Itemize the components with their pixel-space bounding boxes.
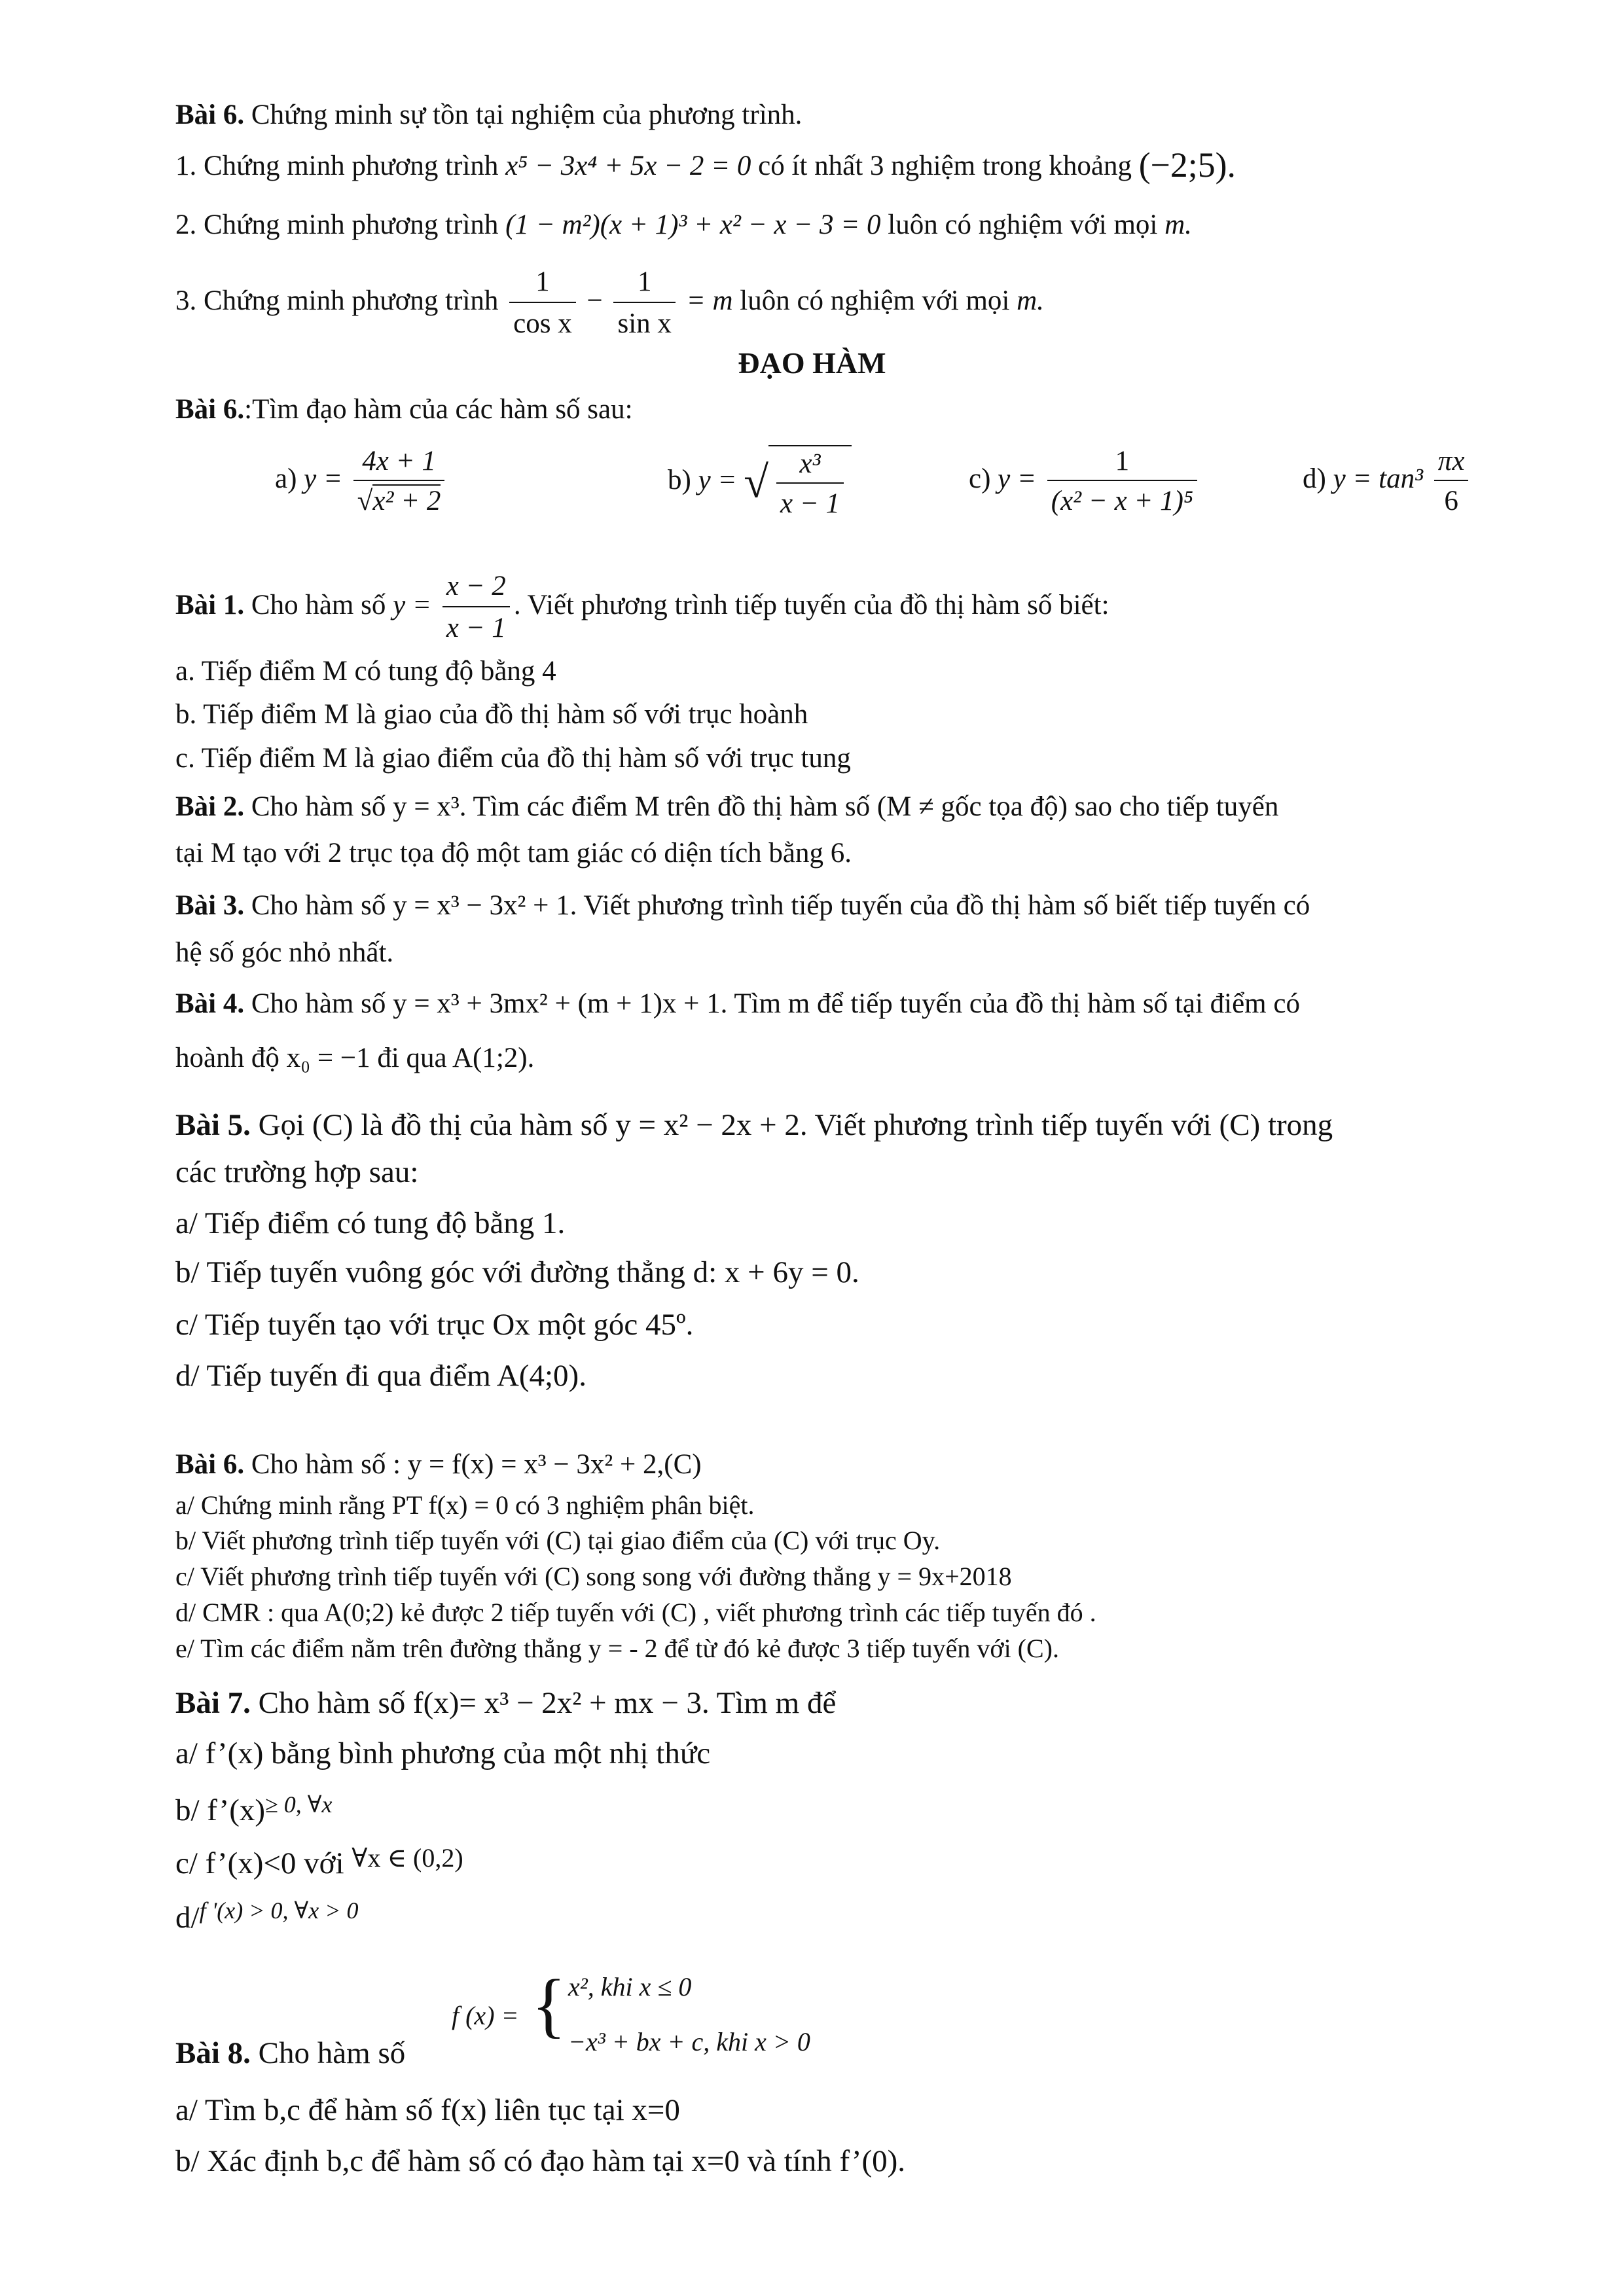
bai1-b: b. Tiếp điểm M là giao của đồ thị hàm số với trục hoành	[175, 699, 808, 730]
bai5-b: b/ Tiếp tuyến vuông góc với đường thẳng d: x + 6y = 0.	[175, 1255, 859, 1289]
bai1-statement: Bài 1. Cho hàm số y = $\frac{x - 2}{x - 1}$ . Viết phương trình tiếp tuyến của đồ thị hàm số biết:	[175, 571, 1110, 643]
bai4-line2: hoành độ x₀ = −1 đi qua A(1;2).	[175, 1043, 535, 1073]
bai6b-d: d/ CMR : qua A(0;2) kẻ được 2 tiếp tuyến với (C) , viết phương trình các tiếp tuyến đó .	[175, 1598, 1096, 1627]
page-heading: ĐẠO HÀM	[738, 346, 886, 380]
bai5-line1: Bài 5. Gọi (C) là đồ thị của hàm số y = x² − 2x + 2. Viết phương trình tiếp tuyến với (C) trong	[175, 1108, 1333, 1142]
bai5-line2: các trường hợp sau:	[175, 1155, 419, 1189]
derivative-a: a) y = $\frac{4x + 1}{\text{√x² + 2}}$	[275, 445, 448, 517]
bai5-d: d/ Tiếp tuyến đi qua điểm A(4;0).	[175, 1359, 586, 1393]
bai5-a: a/ Tiếp điểm có tung độ bằng 1.	[175, 1206, 566, 1240]
bai7-d: d/$^{f '(x) > 0, \forall x > 0}$	[175, 1897, 359, 1935]
bai6b-a: a/ Chứng minh rằng PT f(x) = 0 có 3 nghiệm phân biệt.	[175, 1490, 755, 1520]
bai2-line2: tại M tạo với 2 trục tọa độ một tam giác có diện tích bằng 6.	[175, 838, 852, 869]
bai6b-c: c/ Viết phương trình tiếp tuyến với (C) song song với đường thẳng y = 9x+2018	[175, 1562, 1012, 1591]
bai7-a: a/ f’(x) bằng bình phương của một nhị thức	[175, 1736, 711, 1770]
bai1-c: c. Tiếp điểm M là giao điểm của đồ thị hàm số với trục tung	[175, 743, 851, 774]
bai3-line2: hệ số góc nhỏ nhất.	[175, 937, 394, 968]
bai7-b: b/ $f’(x)^{\ge 0, \forall x}$	[175, 1791, 333, 1827]
bai4-line1: Bài 4. Cho hàm số y = x³ + 3mx² + (m + 1)x + 1. Tìm m để tiếp tuyến của đồ thị hàm số tại điểm có	[175, 988, 1300, 1019]
section1-title: Bài 6. Chứng minh sự tồn tại nghiệm của phương trình.	[175, 99, 803, 130]
derivative-d: d) y = tan³ $\frac{\pi x}{6}$	[1303, 445, 1472, 517]
bai3-line1: Bài 3. Cho hàm số y = x³ − 3x² + 1. Viết phương trình tiếp tuyến của đồ thị hàm số biết tiếp tuyến có	[175, 890, 1310, 921]
bai5-c: c/ Tiếp tuyến tạo với trục Ox một góc 45º.	[175, 1308, 694, 1342]
bai2-line1: Bài 2. Cho hàm số y = x³. Tìm các điểm M trên đồ thị hàm số (M ≠ gốc tọa độ) sao cho tiếp tuyến	[175, 791, 1279, 822]
bai6b-b: b/ Viết phương trình tiếp tuyến với (C) tại giao điểm của (C) với trục Oy.	[175, 1526, 941, 1555]
fraction: $\frac{1}{\text{sin x}}$	[613, 265, 675, 341]
bai7-c: c/ f’(x)<0 với ∀x ∈ (0,2)	[175, 1843, 463, 1880]
bai6b-e: e/ Tìm các điểm nằm trên đường thẳng y = - 2 để từ đó kẻ được 3 tiếp tuyến với (C).	[175, 1634, 1059, 1663]
derivative-b: b) y = √ $\frac{\text{x³}}{x - 1}$	[668, 445, 852, 520]
bai1-a: a. Tiếp điểm M có tung độ bằng 4	[175, 656, 556, 687]
fraction: $\frac{1}{\text{cos x}}$	[509, 265, 576, 341]
bai7-line1: Bài 7. Cho hàm số f(x)= x³ − 2x² + mx − 3. Tìm m để	[175, 1686, 837, 1720]
document-page: Bài 6. Chứng minh sự tồn tại nghiệm của phương trình. 1. Chứng minh phương trình x⁵ − 3x⁴ + 5x − 2 = 0 có ít nhất 3 nghiệm trong khoảng (−2;5). 2. Chứng minh phương trình (1 − m²)(x + 1)³ + x² − x − 3 = 0 luôn có nghiệm với mọi m. 3. Chứng minh phương trình $\frac{1}{\text{cos x}}$ − $\frac{1}{\text{sin x}}$ = m luôn có nghiệm với mọi m. ĐẠO HÀM Bài 6.:Tìm đạo hàm của các hàm số sau: a) y = $\frac{4x + 1}{\text{√x² + 2}}$ b) y = √ $\frac{\text{x³}}{x - 1}$ c) y = $\frac{1}{\text{(x² − x + 1)⁵}}$ d) y = tan³ $\frac{\pi x}{6}$ Bài 1. Cho hàm số y = $\frac{x - 2}{x - 1}$ . Viết phương trình tiếp tuyến của đồ thị hàm số biết: a. Tiếp điểm M có tung độ bằng 4 b. Tiếp điểm M là giao của đồ thị hàm số với trục hoành c. Tiếp điểm M là giao điểm của đồ thị hàm số với trục tung Bài 2. Cho hàm số y = x³. Tìm các điểm M trên đồ thị hàm số (M ≠ gốc tọa độ) sao cho tiếp tuyến tại M tạo với 2 trục tọa độ một tam giác có diện tích bằng 6. Bài 3. Cho hàm số y = x³ − 3x² + 1. Viết phương trình tiếp tuyến của đồ thị hàm số biết tiếp tuyến có hệ số góc nhỏ nhất. Bài 4. Cho hàm số y = x³ + 3mx² + (m + 1)x + 1. Tìm m để tiếp tuyến của đồ thị hàm số tại điểm có hoành độ x₀ = −1 đi qua A(1;2). Bài 5. Gọi (C) là đồ thị của hàm số y = x² − 2x + 2. Viết phương trình tiếp tuyến với (C) trong các trường hợp sau: a/ Tiếp điểm có tung độ bằng 1. b/ Tiếp tuyến vuông góc với đường thẳng d: x + 6y = 0. c/ Tiếp tuyến tạo với trục Ox một góc 45º. d/ Tiếp tuyến đi qua điểm A(4;0). Bài 6. Cho hàm số : y = f(x) = x³ − 3x² + 2,(C) a/ Chứng minh rằng PT f(x) = 0 có 3 nghiệm phân biệt. b/ Viết phương trình tiếp tuyến với (C) tại giao điểm của (C) với trục Oy. c/ Viết phương trình tiếp tuyến với (C) song song với đường thẳng y = 9x+2018 d/ CMR : qua A(0;2) kẻ được 2 tiếp tuyến với (C) , viết phương trình các tiếp tuyến đó . e/ Tìm các điểm nằm trên đường thẳng y = - 2 để từ đó kẻ được 3 tiếp tuyến với (C). Bài 7. Cho hàm số f(x)= x³ − 2x² + mx − 3. Tìm m để a/ f’(x) bằng bình phương của một nhị thức b/ $f’(x)^{\ge 0, \forall x}$ c/ f’(x)<0 với ∀x ∈ (0,2) d/$^{f '(x) > 0, \forall x > 0}$ Bài 8. Cho hàm số f (x) = { x², khi x ≤ 0 −x³ + bx + c, khi x > 0 a/ Tìm b,c để hàm số f(x) liên tục tại x=0 b/ Xác định b,c để hàm số có đạo hàm tại x=0 và tính f’(0).	[0, 0, 1624, 2296]
section1-q2: 2. Chứng minh phương trình (1 − m²)(x + 1)³ + x² − x − 3 = 0 luôn có nghiệm với mọi m.	[175, 209, 1192, 240]
derivatives-title: Bài 6.:Tìm đạo hàm của các hàm số sau:	[175, 394, 633, 425]
derivative-c: c) y = $\frac{1}{\text{(x² − x + 1)⁵}}$	[969, 445, 1201, 517]
bai8-b: b/ Xác định b,c để hàm số có đạo hàm tại x=0 và tính f’(0).	[175, 2144, 906, 2178]
bai8-a: a/ Tìm b,c để hàm số f(x) liên tục tại x=0	[175, 2093, 680, 2127]
brace: {	[532, 1965, 566, 2045]
section1-q3: 3. Chứng minh phương trình $\frac{1}{\text{cos x}}$ − $\frac{1}{\text{sin x}}$ = m luôn có nghiệm với mọi m.	[175, 265, 1526, 341]
bai6b-line1: Bài 6. Cho hàm số : y = f(x) = x³ − 3x² + 2,(C)	[175, 1449, 702, 1480]
bai8-statement: Bài 8. Cho hàm số	[175, 2036, 406, 2070]
section1-q1: 1. Chứng minh phương trình x⁵ − 3x⁴ + 5x − 2 = 0 có ít nhất 3 nghiệm trong khoảng (−2;5).	[175, 145, 1236, 185]
